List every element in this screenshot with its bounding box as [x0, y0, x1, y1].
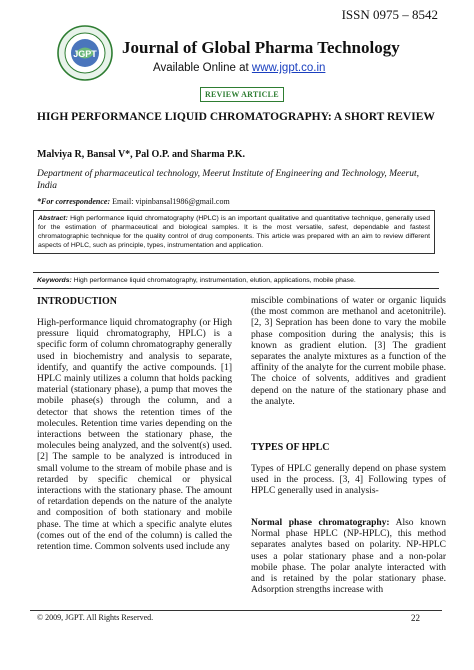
availability-prefix: Available Online at: [153, 62, 252, 74]
abstract-box: [33, 210, 435, 254]
review-article-badge: REVIEW ARTICLE: [200, 87, 284, 102]
svg-text:JGPT: JGPT: [73, 49, 97, 59]
correspondence-line: [37, 197, 230, 206]
article-authors: Malviya R, Bansal V*, Pal O.P. and Sharma P.K.: [37, 149, 245, 160]
journal-title: Journal of Global Pharma Technology: [122, 38, 400, 57]
keywords-bottom-rule: [33, 288, 439, 289]
normal-phase-paragraph: [251, 518, 446, 596]
keywords-label: Keywords:: [37, 277, 72, 284]
availability-line: [153, 62, 325, 74]
keywords-text: High performance liquid chromatography, instrumentation, elution, applications, mobile phase.: [71, 277, 356, 284]
introduction-paragraph: High-performance liquid chromatography (or High pressure liquid chromatography, HPLC) is a specific form of column chromatography generally used in biochemistry and analysis to separate, identify, and quantify the active compounds. [1] HPLC mainly utilizes a column that holds packing material (stationary phase), a pump that moves the mobile phase(s) through the column, and a detector that shows the retention times of the molecules. Retention time varies depending on the interactions between the stationary phase, the molecules being analyzed, and the solvent(s) used. [2] The sample to be analyzed is introduced in small volume to the stream of mobile phase and is retarded by specific chemical or physical interactions with the stationary phase. The amount of retardation depends on the nature of the analyte and composition of both stationary and mobile phase. The time at which a specific analyte elutes (comes out of the end of the column) is called the retention time. Common solvents used include any: [37, 318, 232, 553]
copyright-notice: © 2009, JGPT. All Rights Reserved.: [37, 613, 154, 622]
journal-logo: [56, 24, 114, 82]
page-number: 22: [411, 613, 420, 623]
normal-phase-label: Normal phase chromatography:: [251, 518, 390, 528]
author-affiliation: Department of pharmaceutical technology, Meerut Institute of Engineering and Technology, Meerut, India: [37, 169, 419, 191]
types-paragraph: Types of HPLC generally depend on phase system used in the process. [3, 4] Following types of HPLC generally used in analysis-: [251, 464, 446, 497]
correspondence-label: *For correspondence:: [37, 197, 111, 206]
keywords-top-rule: [33, 272, 439, 273]
correspondence-email: Email: vipinbansal1986@gmail.com: [110, 197, 230, 206]
article-title: HIGH PERFORMANCE LIQUID CHROMATOGRAPHY: A SHORT REVIEW: [37, 111, 435, 123]
journal-website-link[interactable]: www.jgpt.co.in: [251, 62, 326, 74]
introduction-heading: INTRODUCTION: [37, 296, 118, 307]
right-column-paragraph: miscible combinations of water or organic liquids (the most common are methanol and acetonitrile). [2, 3] Sepration has been done to vary the mobile phase composition during the analysis; this is known as gradient elution. [3] The gradient separates the analyte mixtures as a function of the affinity of the analyte for the current mobile phase. The choice of solvents, additives and gradient depend on the nature of the stationary phase and the analyte.: [251, 296, 446, 407]
normal-phase-text: Also known Normal phase HPLC (NP-HPLC), this method separates analytes based on polarity. NP-HPLC uses a polar stationary phase and a non-polar mobile phase. The polar analyte interacted with and is retained by the polar stationary phase. Adsorption strengths increase with: [251, 518, 446, 596]
abstract-text: High performance liquid chromatography (HPLC) is an important qualitative and quantitative technique, generally used for the estimation of pharmaceutical and biological samples. It is the most versatile, safest, dependable and fastest chromatographic technique for the quality control of drug components. This article was prepared with an aim to review different aspects of HPLC, such as principle, types, instrumentation and application.: [38, 215, 430, 249]
journal-seal-icon: [56, 24, 114, 82]
types-heading: TYPES OF HPLC: [251, 442, 330, 453]
footer-rule: [30, 610, 442, 611]
abstract-label: Abstract:: [38, 215, 68, 222]
issn-number: ISSN 0975 – 8542: [341, 7, 438, 22]
keywords-line: [37, 276, 437, 285]
